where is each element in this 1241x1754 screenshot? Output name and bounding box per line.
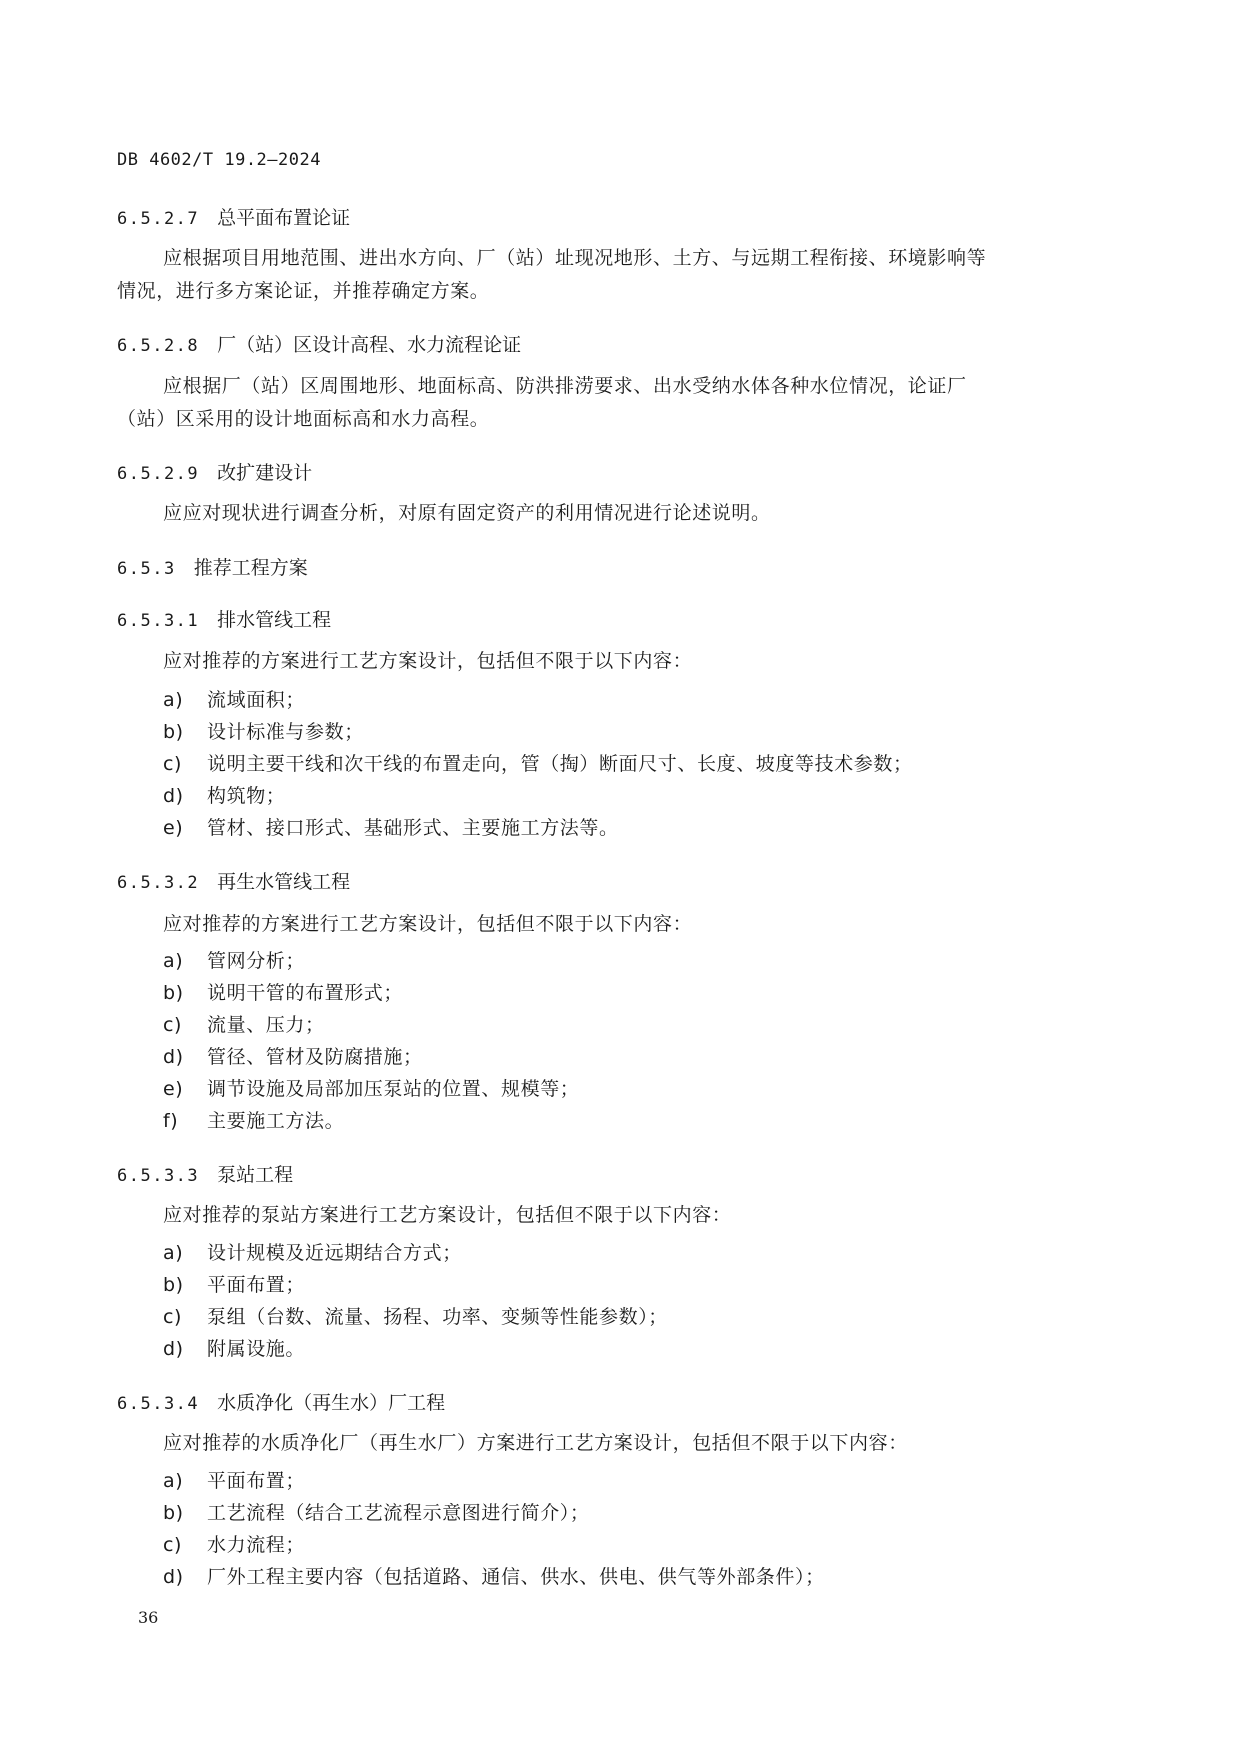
- list-marker: a): [163, 1470, 184, 1492]
- list-marker: e): [163, 817, 184, 839]
- section-number: 6.5.3.4: [117, 1394, 200, 1414]
- list-item: [163, 749, 913, 776]
- list-marker: a): [163, 689, 184, 711]
- list-item: [163, 1010, 325, 1037]
- list-item: [163, 1302, 668, 1329]
- paragraph-6528-line2: （站）区采用的设计地面标高和水力高程。: [117, 408, 490, 430]
- list-text: 设计标准与参数；: [207, 721, 364, 743]
- paragraph-6528-line1: 应根据厂（站）区周围地形、地面标高、防洪排涝要求、出水受纳水体各种水位情况，论证厂: [163, 375, 967, 397]
- list-item: [163, 717, 364, 744]
- list-item: [163, 1466, 305, 1493]
- list-marker: b): [163, 721, 184, 743]
- list-text: 管材、接口形式、基础形式、主要施工方法等。: [207, 817, 619, 839]
- section-title: 水质净化（再生水）厂工程: [217, 1392, 446, 1414]
- list-text: 管网分析；: [207, 950, 306, 972]
- list-text: 调节设施及局部加压泵站的位置、规模等；: [207, 1078, 580, 1100]
- list-item: [163, 978, 403, 1005]
- page-number: 36: [138, 1608, 159, 1627]
- list-marker: a): [163, 950, 184, 972]
- list-item: [163, 781, 285, 808]
- section-title: 再生水管线工程: [217, 871, 351, 893]
- paragraph-6531-intro: 应对推荐的方案进行工艺方案设计，包括但不限于以下内容：: [163, 650, 693, 672]
- section-heading-6529: [117, 458, 312, 485]
- section-heading-6527: [117, 203, 350, 230]
- list-text: 厂外工程主要内容（包括道路、通信、供水、供电、供气等外部条件）；: [207, 1566, 825, 1588]
- list-item: [163, 1106, 344, 1133]
- section-heading-6533: [117, 1160, 293, 1187]
- list-text: 水力流程；: [207, 1534, 306, 1556]
- list-item: [163, 946, 305, 973]
- section-title: 厂（站）区设计高程、水力流程论证: [217, 334, 522, 356]
- list-marker: c): [163, 1306, 183, 1328]
- list-text: 管径、管材及防腐措施；: [207, 1046, 423, 1068]
- list-item: [163, 1238, 462, 1265]
- section-heading-6532: [117, 867, 350, 894]
- section-heading-653: [117, 553, 308, 580]
- paragraph-6534-intro: 应对推荐的水质净化厂（再生水厂）方案进行工艺方案设计，包括但不限于以下内容：: [163, 1432, 908, 1454]
- section-heading-6528: [117, 330, 521, 357]
- list-marker: c): [163, 1534, 183, 1556]
- list-text: 工艺流程（结合工艺流程示意图进行简介）；: [207, 1502, 590, 1524]
- list-marker: d): [163, 785, 184, 807]
- list-marker: d): [163, 1046, 184, 1068]
- list-text: 平面布置；: [207, 1274, 306, 1296]
- section-title: 总平面布置论证: [217, 207, 351, 229]
- paragraph-6532-intro: 应对推荐的方案进行工艺方案设计，包括但不限于以下内容：: [163, 913, 693, 935]
- list-item: [163, 1498, 590, 1525]
- list-item: [163, 1270, 305, 1297]
- list-item: [163, 1042, 423, 1069]
- paragraph-6527-line1: 应根据项目用地范围、进出水方向、厂（站）址现况地形、土方、与远期工程衔接、环境影响等: [163, 247, 987, 269]
- section-title: 推荐工程方案: [193, 557, 308, 579]
- list-marker: c): [163, 753, 183, 775]
- list-marker: b): [163, 1274, 184, 1296]
- list-item: [163, 1562, 825, 1589]
- list-item: [163, 1334, 305, 1361]
- list-text: 泵组（台数、流量、扬程、功率、变频等性能参数）；: [207, 1306, 668, 1328]
- section-number: 6.5.3: [117, 559, 176, 579]
- list-marker: b): [163, 982, 184, 1004]
- section-title: 排水管线工程: [217, 609, 332, 631]
- section-number: 6.5.2.7: [117, 209, 200, 229]
- list-marker: e): [163, 1078, 184, 1100]
- list-marker: a): [163, 1242, 184, 1264]
- list-item: [163, 1074, 579, 1101]
- list-item: [163, 685, 305, 712]
- list-text: 主要施工方法。: [207, 1110, 345, 1132]
- list-text: 流域面积；: [207, 689, 306, 711]
- list-text: 说明干管的布置形式；: [207, 982, 404, 1004]
- list-text: 说明主要干线和次干线的布置走向，管（掏）断面尺寸、长度、坡度等技术参数；: [207, 753, 913, 775]
- list-marker: d): [163, 1338, 184, 1360]
- list-text: 平面布置；: [207, 1470, 306, 1492]
- list-text: 流量、压力；: [207, 1014, 325, 1036]
- section-number: 6.5.3.2: [117, 873, 200, 893]
- list-marker: f): [163, 1110, 179, 1132]
- list-marker: d): [163, 1566, 184, 1588]
- list-item: [163, 813, 619, 840]
- section-number: 6.5.2.9: [117, 464, 200, 484]
- paragraph-6529: 应应对现状进行调查分析，对原有固定资产的利用情况进行论述说明。: [163, 502, 771, 524]
- list-text: 附属设施。: [207, 1338, 306, 1360]
- list-marker: b): [163, 1502, 184, 1524]
- list-marker: c): [163, 1014, 183, 1036]
- section-title: 泵站工程: [217, 1164, 294, 1186]
- section-number: 6.5.3.1: [117, 611, 200, 631]
- paragraph-6527-line2: 情况，进行多方案论证，并推荐确定方案。: [117, 280, 490, 302]
- list-item: [163, 1530, 305, 1557]
- list-text: 设计规模及近远期结合方式；: [207, 1242, 462, 1264]
- list-text: 构筑物；: [207, 785, 286, 807]
- section-title: 改扩建设计: [217, 462, 313, 484]
- document-header: DB 4602/T 19.2—2024: [117, 150, 321, 170]
- section-number: 6.5.3.3: [117, 1166, 200, 1186]
- section-heading-6531: [117, 605, 331, 632]
- section-number: 6.5.2.8: [117, 336, 200, 356]
- section-heading-6534: [117, 1388, 445, 1415]
- paragraph-6533-intro: 应对推荐的泵站方案进行工艺方案设计，包括但不限于以下内容：: [163, 1204, 732, 1226]
